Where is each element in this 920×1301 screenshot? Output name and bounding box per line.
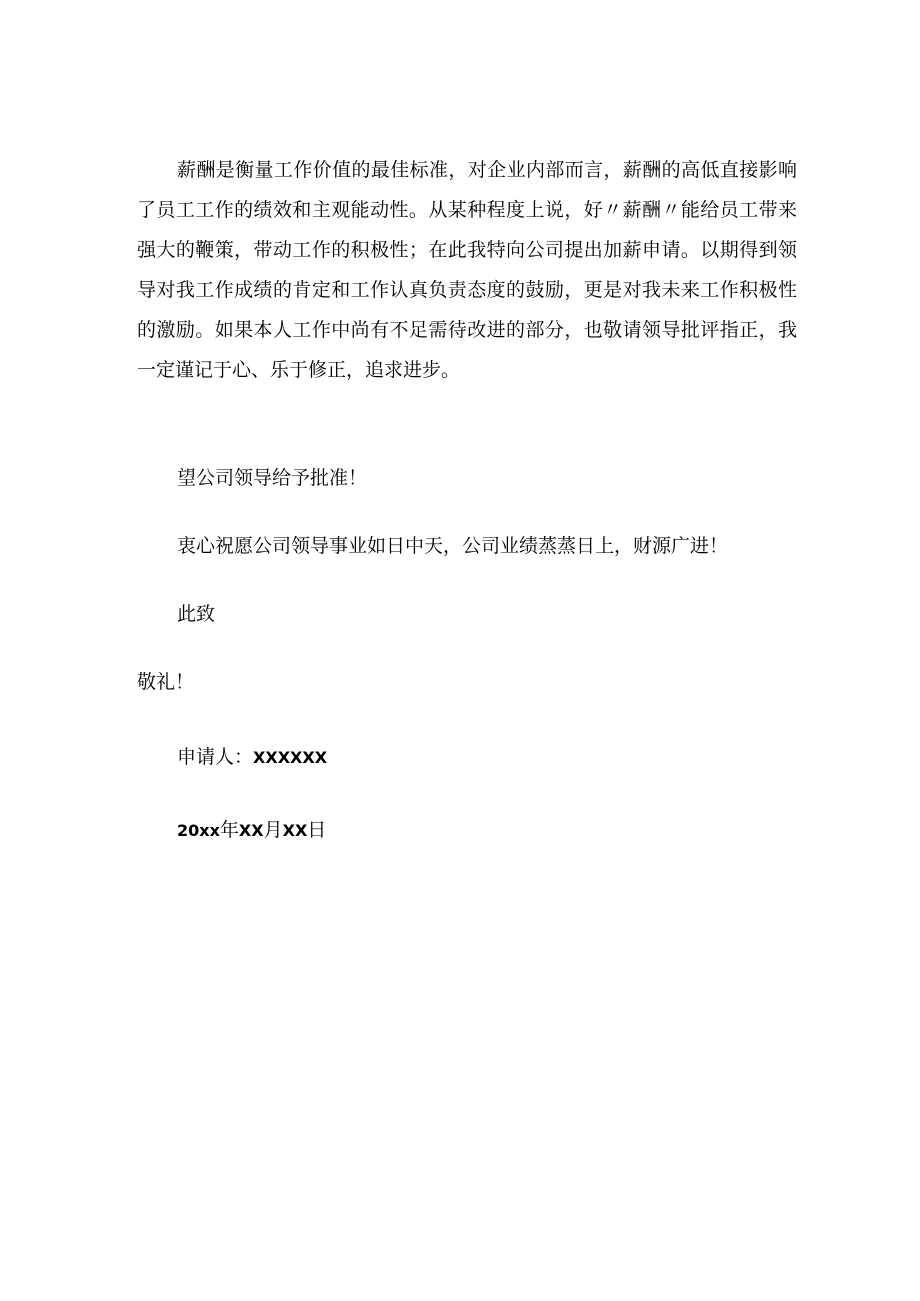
- wish-line: 衷心祝愿公司领导事业如日中天，公司业绩蒸蒸日上，财源广进！: [177, 535, 729, 557]
- applicant-name: XXXXXX: [253, 748, 328, 767]
- date-year: 20xx: [177, 821, 220, 840]
- applicant-label: 申请人：: [177, 746, 254, 768]
- closing-cizhi: 此致: [177, 603, 216, 625]
- date-year-unit: 年: [219, 819, 239, 841]
- date-day-unit: 日: [307, 819, 327, 841]
- date-day: XX: [282, 821, 308, 840]
- body-paragraph: 薪酬是衡量工作价值的最佳标准，对企业内部而言，薪酬的高低直接影响了员工工作的绩效和主观能动性。从某种程度上说，好〃薪酬〃能给员工带来强大的鞭策，带动工作的积极性；在此我特向公司提出加薪申请。以期得到领导对我工作成绩的肯定和工作认真负责态度的鼓励，更是对我未来工作积极性的激励。如果本人工作中尚有不足需待改进的部分，也敬请领导批评指正，我一定谨记于心、乐于修正，追求进步。: [137, 159, 797, 381]
- applicant-line: [177, 737, 327, 778]
- date-line: [177, 810, 326, 851]
- date-month-unit: 月: [263, 819, 283, 841]
- approve-line: 望公司领导给予批准！: [177, 467, 368, 489]
- closing-jingli: 敬礼！: [137, 671, 195, 693]
- date-month: XX: [238, 821, 264, 840]
